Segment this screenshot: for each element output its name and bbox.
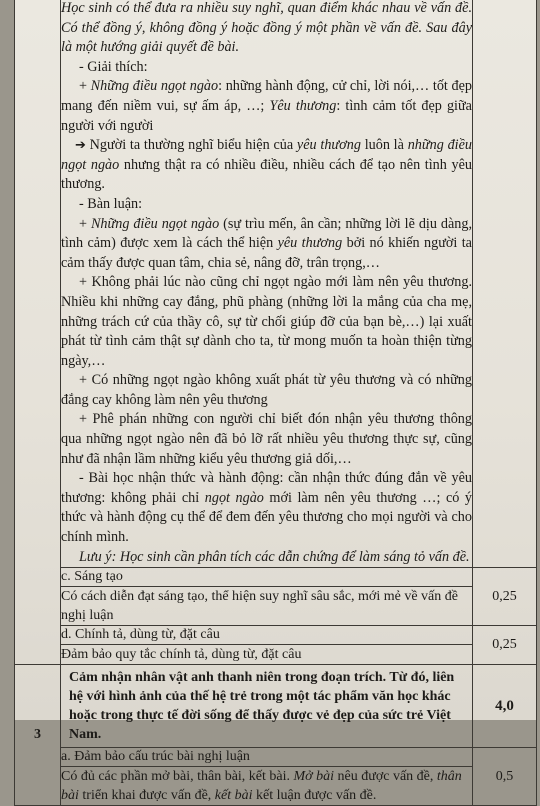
discussion-point-2: + Không phải lúc nào cũng chỉ ngọt ngào mới làm nên yêu thương. Nhiều khi những cay đắng, phũ phàng (những lời la mắng của cha mẹ, những trách cứ của thầy cô, sự từ chối giúp đỡ của bạn bè,…) lại xuất phát từ tình cảm thật sự dành cho ta, từ mong muốn ta hoàn thiện từng ngày,… — [61, 274, 472, 369]
discussion-point-3: + Có những ngọt ngào không xuất phát từ yêu thương và có những đắng cay không làm nên yêu thương — [61, 372, 472, 408]
table-row — [15, 587, 537, 626]
discussion-heading: - Bàn luận: — [79, 195, 143, 212]
question-number-cell — [15, 0, 61, 665]
table-row — [15, 645, 537, 665]
criteria-spelling-desc: Đảm bảo quy tắc chính tả, dùng từ, đặt câu — [61, 645, 473, 665]
note-paragraph: Lưu ý: Học sinh cần phân tích các dẫn chứng để làm sáng tỏ vấn đề. — [79, 548, 470, 565]
criteria-creativity: c. Sáng tạo — [61, 568, 473, 587]
explain-heading: - Giải thích: — [79, 58, 148, 75]
answer-guide-cell — [61, 0, 473, 568]
lesson-paragraph: - Bài học nhận thức và hành động: cần nhận thức đúng đắn về yêu thương: không phải chỉ ngọt ngào mới làm nên yêu thương …; có ý thức và hành động cụ thể để đem đến yêu thương cho mọi người và cho chính mình. — [61, 470, 472, 546]
score-spelling: 0,25 — [473, 626, 537, 665]
table-row — [15, 568, 537, 587]
criteria-spelling: d. Chính tả, dùng từ, đặt câu — [61, 626, 473, 645]
table-row — [15, 665, 537, 748]
score-creativity: 0,25 — [473, 568, 537, 626]
marking-table — [14, 0, 537, 806]
table-row — [15, 748, 537, 767]
table-row — [15, 0, 537, 568]
conclusion-paragraph: ➔ Người ta thường nghĩ biểu hiện của yêu thương luôn là những điều ngọt ngào nhưng thật ra có nhiều điều, nhiều cách để tạo nên tình yêu thương. — [61, 137, 472, 193]
table-row — [15, 767, 537, 806]
criteria-creativity-desc: Có cách diễn đạt sáng tạo, thể hiện suy nghĩ sâu sắc, mới mẻ về vấn đề nghị luận — [61, 587, 473, 626]
table-row — [15, 626, 537, 645]
score-question-3: 4,0 — [473, 665, 537, 748]
criteria-structure-desc: Có đủ các phần mở bài, thân bài, kết bài. Mở bài nêu được vấn đề, thân bài triển khai được vấn đề, kết bài kết luận được vấn đề. — [61, 767, 473, 806]
discussion-point-4: + Phê phán những con người chỉ biết đón nhận yêu thương thông qua những ngọt ngào nên đã bỏ lỡ rất nhiều yêu thương thực sự, cũng như đã nhận lầm những kiểu yêu thương giả dối,… — [61, 411, 472, 467]
arrow-icon: ➔ — [75, 138, 86, 154]
question-number: 3 — [15, 665, 61, 806]
score-structure: 0,5 — [473, 748, 537, 806]
discussion-point-1: + Những điều ngọt ngào (sự trìu mến, ân cần; những lời lẽ dịu dàng, tình cảm) được xem là cách thể hiện yêu thương bởi nó khiến người ta cảm thấy được quan tâm, chia sẻ, nâng đỡ, trân trọng,… — [61, 215, 473, 271]
explain-paragraph: + Những điều ngọt ngào: những hành động, cử chỉ, lời nói,… tốt đẹp mang đến niềm vui, sự ấm áp, …; Yêu thương: tình cảm tốt đẹp giữa người với người — [61, 78, 472, 134]
intro-paragraph: Học sinh có thể đưa ra nhiều suy nghĩ, quan điểm khác nhau về vấn đề. Có thể đồng ý, không đồng ý hoặc đồng ý một phần về vấn đề. Sau đây là một hướng giải quyết đề bài. — [61, 0, 472, 56]
question-3-text: Cảm nhận nhân vật anh thanh niên trong đoạn trích. Từ đó, liên hệ với hình ảnh của thế hệ trẻ trong một tác phẩm văn học khác hoặc trong thực tế đời sống để thấy được vẻ đẹp của sức trẻ Việt Nam. — [61, 665, 473, 748]
score-cell-empty — [473, 0, 537, 568]
criteria-structure: a. Đảm bảo cấu trúc bài nghị luận — [61, 748, 473, 767]
